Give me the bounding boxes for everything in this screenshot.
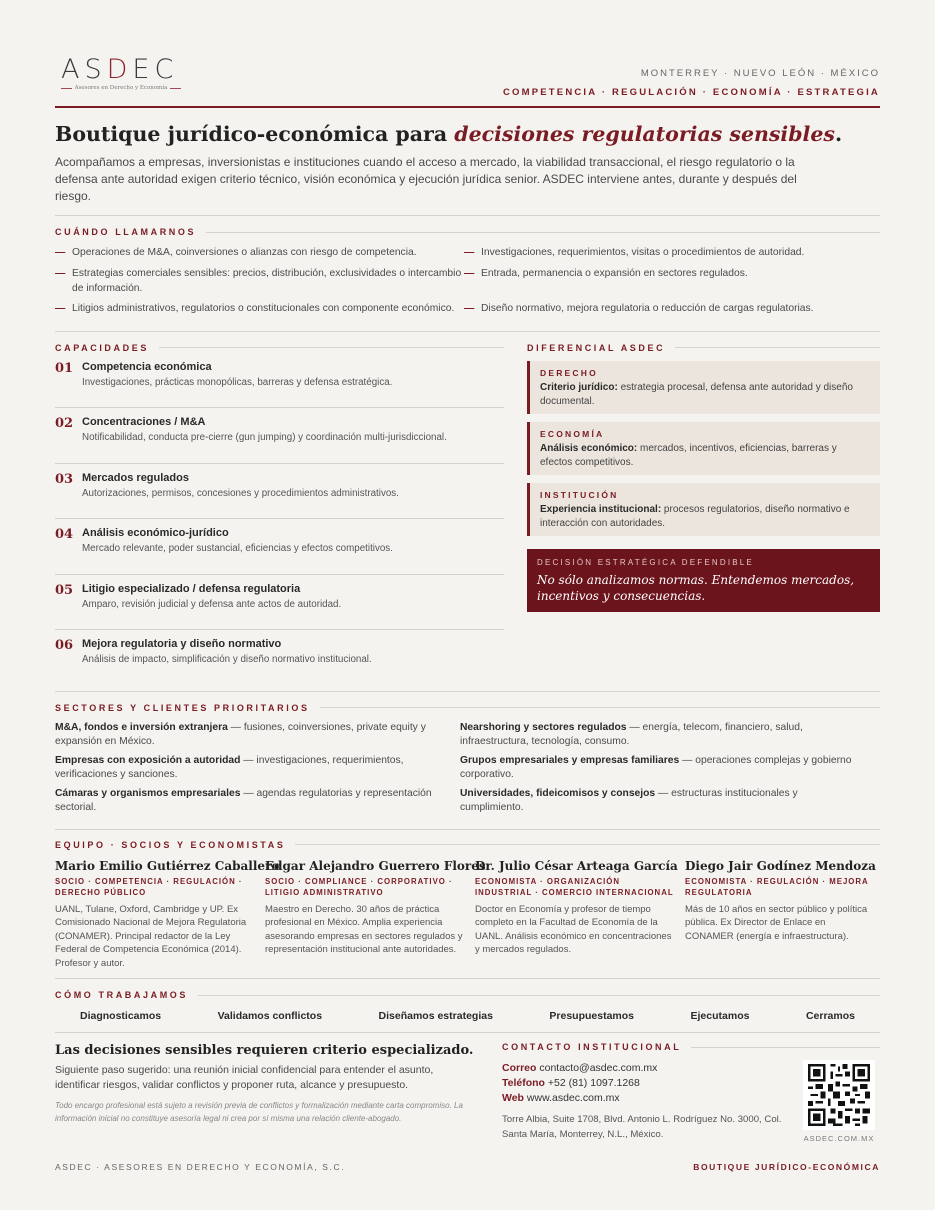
page-title: Boutique jurídico-económica para decisiones regulatorias sensibles. (55, 122, 843, 146)
when-list (55, 245, 880, 322)
capability-desc: Autorizaciones, permisos, concesiones y procedimientos administrativos. (82, 487, 399, 499)
team-member (475, 859, 685, 971)
logo-tagline: Asesores en Derecho y Economía (61, 85, 181, 91)
member-name: Edgar Alejandro Guerrero Flores (265, 858, 486, 873)
contact-section (502, 1042, 880, 1145)
closing-title: Las decisiones sensibles requieren criterio especializado. (55, 1043, 474, 1058)
capability-item (55, 464, 504, 520)
contact-email[interactable]: Correo contacto@asdec.com.mx (502, 1062, 658, 1074)
capabilities-section (55, 343, 504, 691)
differential-text: Criterio jurídico: estrategia procesal, defensa ante autoridad y diseño documental. (540, 381, 853, 407)
section-label: DIFERENCIAL ASDEC (527, 343, 880, 353)
differential-box-derecho (527, 361, 880, 414)
list-item: — Investigaciones, requerimientos, visitas o procedimientos de autoridad. (464, 247, 805, 258)
member-bio: Doctor en Economía y profesor de tiempo completo en la Facultad de Economía de la UANL. Análisis económico en concentraciones y mercados regulados. (475, 903, 672, 955)
legal-note: Todo encargo profesional está sujeto a revisión previa de conflictos y formalización mediante carta compromiso. La información inicial no constituye asesoría legal ni crea por sí misma una relación cliente-abogado. (55, 1101, 463, 1123)
process-steps (55, 1010, 880, 1022)
member-name: Diego Jair Godínez Mendoza (685, 858, 876, 873)
contact-web[interactable]: Web www.asdec.com.mx (502, 1092, 620, 1104)
logo-wordmark: ASDEC (61, 54, 179, 85)
capability-desc: Amparo, revisión judicial y defensa ante actos de autoridad. (82, 598, 342, 610)
section-label: SECTORES Y CLIENTES PRIORITARIOS (55, 703, 880, 713)
section-label: EQUIPO · SOCIOS Y ECONOMISTAS (55, 840, 880, 850)
closing-paragraph: Siguiente paso sugerido: una reunión inicial confidencial para entender el asunto, identificar riesgos, validar conflictos y proponer ruta, alcance y presupuesto. (55, 1064, 434, 1091)
header (55, 0, 880, 108)
capability-number: 01 (55, 360, 74, 376)
process-step: Presupuestamos (549, 1010, 635, 1022)
member-role: SOCIO · COMPLIANCE · CORPORATIVO · LITIGIO ADMINISTRATIVO (265, 876, 453, 897)
capability-item (55, 408, 504, 464)
capability-title: Mercados regulados (82, 471, 189, 484)
capability-item (55, 575, 504, 631)
closing-text (55, 1042, 478, 1145)
member-role: ECONOMISTA · REGULACIÓN · MEJORA REGULATORIA (685, 876, 869, 897)
how-we-work-section (55, 979, 880, 1033)
capability-number: 02 (55, 416, 74, 431)
capability-desc: Investigaciones, prácticas monopólicas, barreras y defensa estratégica. (82, 376, 393, 388)
strategy-tag: DECISIÓN ESTRATÉGICA DEFENDIBLE (537, 557, 754, 567)
team-member (265, 858, 486, 971)
team-member (55, 858, 280, 971)
capability-title: Mejora regulatoria y diseño normativo (82, 638, 282, 650)
capability-title: Competencia económica (82, 360, 212, 373)
differential-box-institucion (527, 483, 880, 536)
team-section (55, 830, 880, 980)
capabilities-row (55, 332, 880, 692)
differential-tag: DERECHO (540, 367, 598, 378)
qr-block (803, 1060, 875, 1143)
list-item: Grupos empresariales y empresas familiares — operaciones complejas y gobierno corporativo. (460, 754, 852, 780)
list-item: Universidades, fideicomisos y consejos — estructuras institucionales y cumplimiento. (460, 787, 798, 813)
capability-desc: Análisis de impacto, simplificación y diseño normativo institucional. (82, 654, 372, 665)
header-location: MONTERREY · NUEVO LEÓN · MÉXICO (640, 68, 880, 79)
intro-section (55, 108, 880, 216)
list-item: — Operaciones de M&A, coinversiones o alianzas con riesgo de competencia. (55, 247, 417, 258)
capability-number: 06 (55, 638, 74, 653)
list-item: Empresas con exposición a autoridad — investigaciones, requerimientos, verificaciones y sanciones. (55, 754, 404, 780)
member-name: Dr. Julio César Arteaga García (475, 858, 678, 873)
member-bio: UANL, Tulane, Oxford, Cambridge y UP. Ex Comisionado Nacional de Mejora Regulatoria (CONAMER). Principal redactor de la Ley Federal de Competencia Económica (2014). Profesor y autor. (55, 903, 247, 969)
list-item: — Estrategias comerciales sensibles: precios, distribución, exclusividades o intercambio de información. (55, 267, 462, 294)
differential-section (527, 343, 880, 691)
differential-text: Análisis económico: mercados, incentivos, eficiencias, barreras y efectos competitivos. (540, 442, 837, 468)
capability-title: Análisis económico-jurídico (82, 527, 229, 539)
list-item: Cámaras y organismos empresariales — agendas regulatorias y representación sectorial. (55, 787, 432, 813)
section-label: CUÁNDO LLAMARNOS (55, 227, 880, 237)
capability-item (55, 519, 504, 575)
differential-box-economia (527, 422, 880, 475)
strategy-callout (527, 549, 880, 612)
capability-desc: Notificabilidad, conducta pre-cierre (gun jumping) y coordinación multi-jurisdiccional. (82, 432, 447, 443)
member-bio: Maestro en Derecho. 30 años de práctica profesional en México. Amplia experiencia asesorando empresas en sectores regulados y representación institucional ante autoridades. (265, 903, 463, 955)
list-item: M&A, fondos e inversión extranjera — fusiones, coinversiones, private equity y expansión en México. (55, 721, 426, 747)
section-label: CÓMO TRABAJAMOS (55, 990, 880, 1000)
section-label: CAPACIDADES (55, 343, 504, 353)
member-role: ECONOMISTA · ORGANIZACIÓN INDUSTRIAL · COMERCIO INTERNACIONAL (475, 876, 674, 897)
member-name: Mario Emilio Gutiérrez Caballero (55, 858, 280, 873)
process-step: Diseñamos estrategias (378, 1010, 493, 1022)
capability-title: Litigio especializado / defensa regulatoria (82, 582, 301, 595)
intro-paragraph: Acompañamos a empresas, inversionistas e instituciones cuando el acceso a mercado, la viabilidad transaccional, el riesgo regulatorio o la defensa ante autoridad exigen criterio técnico, visión económica y ejecución jurídica senior. ASDEC interviene antes, durante y después del riesgo. (55, 155, 797, 203)
process-step: Diagnosticamos (80, 1010, 162, 1022)
contact-phone[interactable]: Teléfono +52 (81) 1097.1268 (502, 1077, 640, 1089)
strategy-text: No sólo analizamos normas. Entendemos mercados, incentivos y consecuencias. (537, 572, 855, 603)
capability-number: 05 (55, 582, 74, 598)
header-tags: COMPETENCIA · REGULACIÓN · ECONOMÍA · ESTRATEGIA (502, 87, 880, 98)
closing-section (55, 1033, 880, 1145)
process-step: Cerramos (805, 1010, 855, 1022)
footer (55, 1162, 880, 1172)
qr-caption: ASDEC.COM.MX (803, 1134, 875, 1143)
capability-item (55, 630, 504, 686)
member-bio: Más de 10 años en sector público y política pública. Ex Director de Enlace en CONAMER (energía e infraestructura). (685, 903, 868, 942)
header-right (503, 68, 880, 98)
contact-address: Torre Albia, Suite 1708, Blvd. Antonio L. Rodríguez No. 3000, Col. Santa María, Monterrey, N.L., México. (502, 1114, 782, 1140)
list-item: — Entrada, permanencia o expansión en sectores regulados. (464, 267, 748, 279)
asdec-logo (61, 56, 181, 91)
qr-code-icon[interactable] (803, 1060, 875, 1130)
when-to-call-section (55, 216, 880, 332)
footer-left: ASDEC · ASESORES EN DERECHO Y ECONOMÍA, S.C. (55, 1162, 346, 1172)
process-step: Validamos conflictos (217, 1010, 323, 1022)
sectors-section (55, 692, 880, 830)
sectors-list (55, 721, 880, 820)
differential-tag: ECONOMÍA (540, 428, 605, 439)
member-role: SOCIO · COMPETENCIA · REGULACIÓN · DERECHO PÚBLICO (55, 876, 243, 897)
section-label: CONTACTO INSTITUCIONAL (502, 1042, 880, 1052)
capability-number: 04 (55, 527, 74, 542)
process-step: Ejecutamos (690, 1010, 750, 1022)
capability-desc: Mercado relevante, poder sustancial, eficiencias y efectos competitivos. (82, 543, 393, 554)
list-item: — Diseño normativo, mejora regulatoria o reducción de cargas regulatorias. (464, 303, 814, 314)
list-item: — Litigios administrativos, regulatorios o constitucionales con componente económico. (55, 303, 455, 314)
list-item: Nearshoring y sectores regulados — energía, telecom, financiero, salud, infraestructura, tecnología, consumo. (460, 721, 803, 747)
capability-number: 03 (55, 471, 74, 487)
footer-right: BOUTIQUE JURÍDICO-ECONÓMICA (693, 1162, 880, 1172)
capability-item (55, 353, 504, 409)
differential-tag: INSTITUCIÓN (540, 489, 619, 500)
team-member (685, 859, 880, 971)
team-list (55, 859, 880, 971)
capability-title: Concentraciones / M&A (82, 416, 206, 428)
differential-text: Experiencia institucional: procesos regulatorios, diseño normativo e interacción con autoridades. (540, 503, 850, 529)
